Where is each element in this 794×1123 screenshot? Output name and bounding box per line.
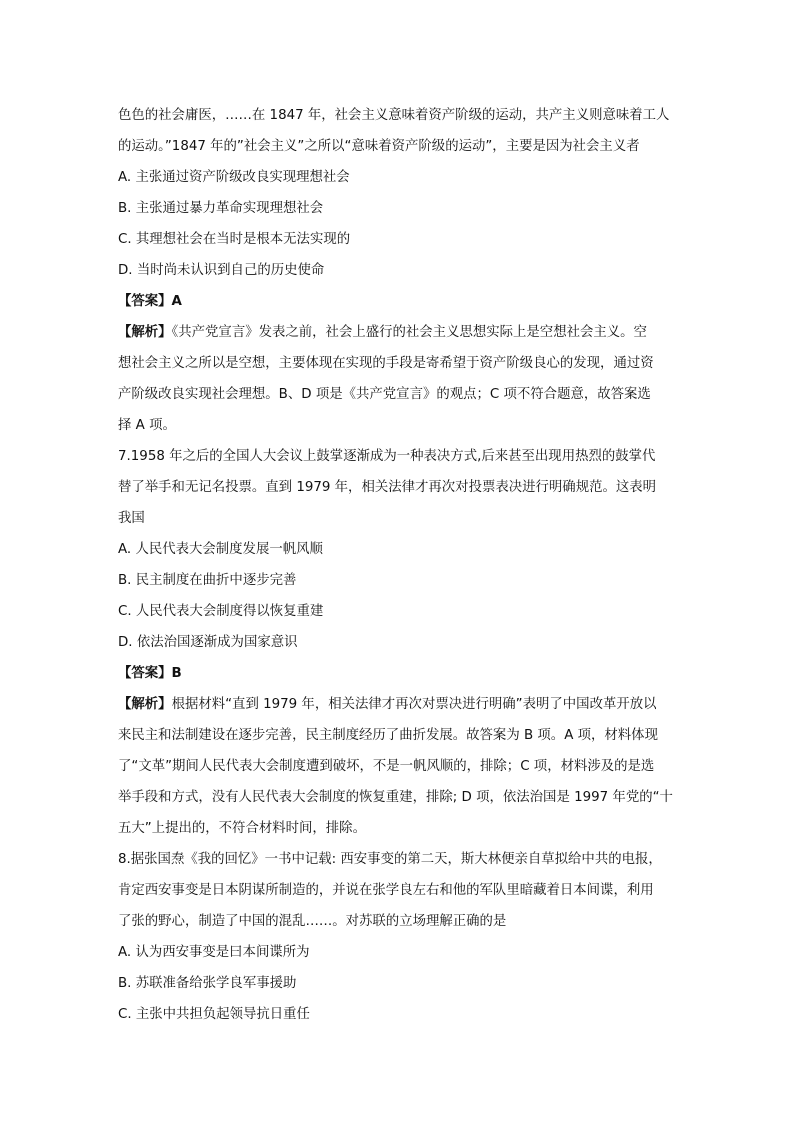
option-b: B. 苏联准备给张学良军事援助 [118, 976, 297, 991]
analysis-line: 择 A 项。 [118, 418, 176, 433]
question-stem-line: 我国 [118, 511, 145, 526]
option-a: A. 主张通过资产阶级改良实现理想社会 [118, 170, 350, 185]
analysis-label: 【解析】 [118, 325, 172, 340]
question-6 [118, 100, 688, 441]
analysis-line: 来民主和法制建设在逐步完善，民主制度经历了曲折发展。故答案为 B 项。A 项，材料体现 [118, 728, 658, 743]
question-stem-line: 7.1958 年之后的全国人大会议上鼓掌逐渐成为一种表决方式,后来甚至出现用热烈的鼓掌代 [118, 449, 656, 464]
option-c: C. 其理想社会在当时是根本无法实现的 [118, 232, 351, 247]
analysis-line [118, 317, 688, 348]
analysis-text: 《共产党宣言》发表之前，社会上盛行的社会主义思想实际上是空想社会主义。空 [171, 325, 647, 340]
question-stem-line: 肯定西安事变是日本阴谋所制造的，并说在张学良左右和他的军队里暗藏着日本间谍，利用 [118, 883, 654, 898]
analysis-label: 【解析】 [118, 697, 172, 712]
answer-line [118, 286, 688, 317]
question-stem-line: 了张的野心，制造了中国的混乱……。对苏联的立场理解正确的是 [118, 914, 507, 929]
analysis-line [118, 689, 688, 720]
analysis-line: 了“文革”期间人民代表大会制度遭到破坏，不是一帆风顺的，排除；C 项，材料涉及的是选 [118, 759, 655, 774]
answer-line [118, 658, 688, 689]
document-content [118, 100, 688, 1030]
option-c: C. 主张中共担负起领导抗日重任 [118, 1007, 310, 1022]
answer-text: 【答案】A [118, 294, 182, 309]
analysis-line: 五大”上提出的，不符合材料时间，排除。 [118, 821, 366, 836]
answer-text: 【答案】B [118, 666, 182, 681]
question-stem-line: 的运动。”1847 年的”社会主义”之所以“意味着资产阶级的运动”，主要是因为社会主义者 [118, 139, 640, 154]
question-stem-line: 替了举手和无记名投票。直到 1979 年，相关法律才再次对投票表决进行明确规范。这表明 [118, 480, 657, 495]
analysis-line: 举手段和方式，没有人民代表大会制度的恢复重建，排除; D 项，依法治国是 1997 年党的“十 [118, 790, 673, 805]
option-d: D. 依法治国逐渐成为国家意识 [118, 635, 298, 650]
question-stem-line: 色色的社会庸医，……在 1847 年，社会主义意味着资产阶级的运动，共产主义则意味着工人 [118, 108, 670, 123]
option-c: C. 人民代表大会制度得以恢复重建 [118, 604, 324, 619]
option-b: B. 民主制度在曲折中逐步完善 [118, 573, 297, 588]
question-8 [118, 844, 688, 1030]
option-a: A. 人民代表大会制度发展一帆风顺 [118, 542, 323, 557]
analysis-line: 产阶级改良实现社会理想。B、D 项是《共产党宣言》的观点；C 项不符合题意，故答案选 [118, 387, 651, 402]
analysis-line: 想社会主义之所以是空想，主要体现在实现的手段是寄希望于资产阶级良心的发现，通过资 [118, 356, 654, 371]
analysis-text: 根据材料“直到 1979 年，相关法律才再次对票决进行明确”表明了中国改革开放以 [171, 697, 657, 712]
question-stem-line: 8.据张国焘《我的回忆》一书中记载: 西安事变的第二天，斯大林便亲自草拟给中共的电报， [118, 852, 662, 867]
option-d: D. 当时尚未认识到自己的历史使命 [118, 263, 325, 278]
question-7 [118, 441, 688, 844]
option-a: A. 认为西安事变是曰本间谍所为 [118, 945, 310, 960]
option-b: B. 主张通过暴力革命实现理想社会 [118, 201, 324, 216]
